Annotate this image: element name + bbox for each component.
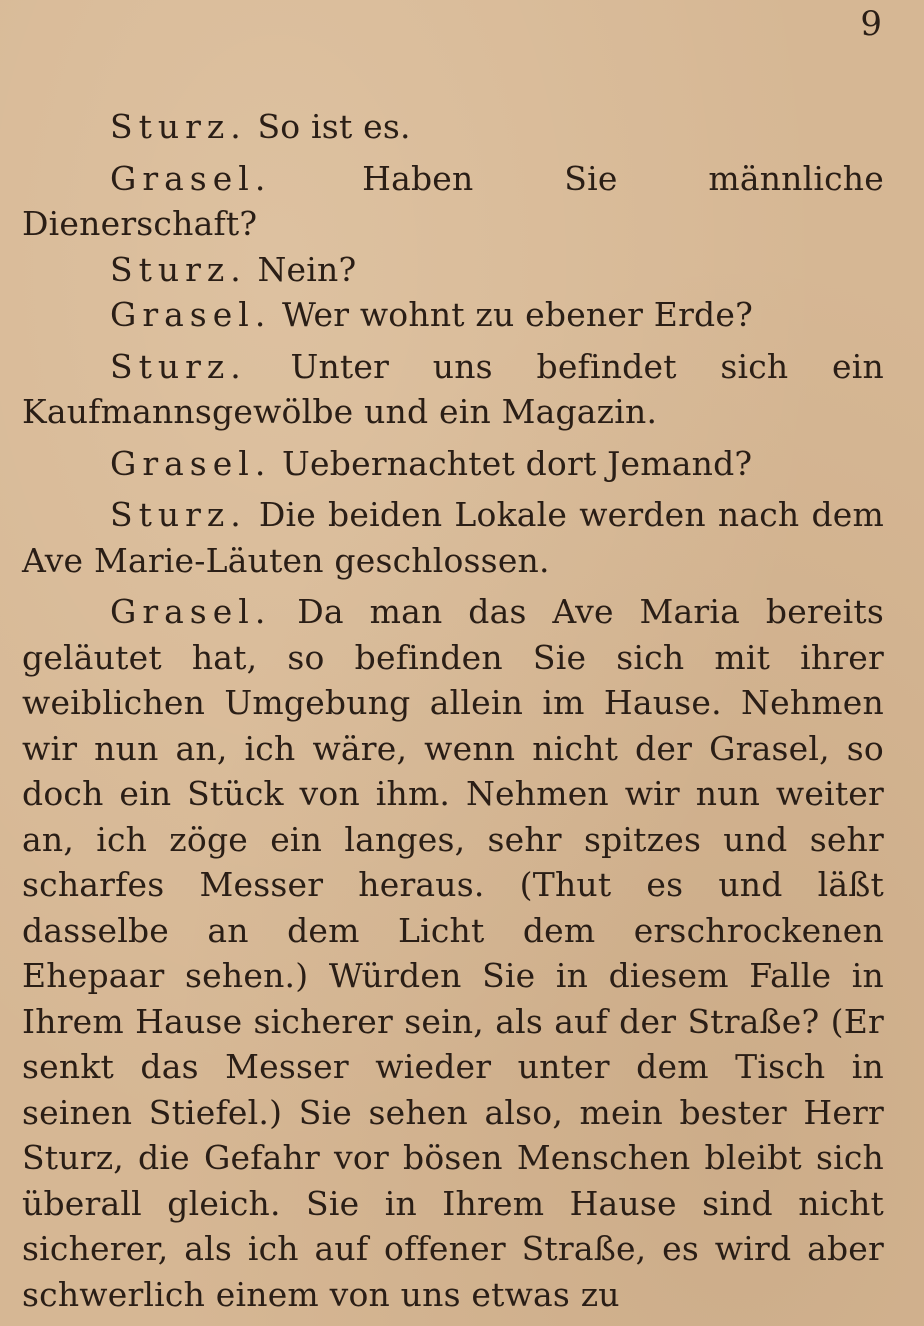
- dialogue-text: So ist es.: [257, 107, 411, 146]
- dialogue-text: Haben Sie männliche Dienerschaft?: [22, 158, 884, 243]
- speaker-name: Grasel.: [110, 158, 272, 198]
- dialogue-text: Wer wohnt zu ebener Erde?: [282, 295, 753, 334]
- speaker-name: Grasel.: [110, 443, 272, 483]
- dialogue-line: [22, 492, 884, 583]
- page-number: 9: [860, 4, 882, 44]
- dialogue-line: [22, 247, 884, 293]
- dialogue-text: Unter uns befindet sich ein Kaufmannsgewölbe und ein Magazin.: [22, 346, 884, 431]
- dialogue-line: [22, 292, 884, 338]
- page-text: [22, 104, 884, 1317]
- dialogue-text: Da man das Ave Maria bereits geläutet hat, so befinden Sie sich mit ihrer weiblichen Umgebung allein im Hause. Nehmen wir nun an, ich wäre, wenn nicht der Grasel, so doch ein Stück von ihm. Nehmen wir nun weiter an, ich zöge ein langes, sehr spitzes und sehr scharfes Messer heraus. (Thut es und läßt dasselbe an dem Licht dem erschrockenen Ehepaar sehen.) Würden Sie in diesem Falle in Ihrem Hause sicherer sein, als auf der Straße? (Er senkt das Messer wieder unter dem Tisch in seinen Stiefel.) Sie sehen also, mein bester Herr Sturz, die Gefahr vor bösen Menschen bleibt sich überall gleich. Sie in Ihrem Hause sind nicht sicherer, als ich auf offener Straße, es wird aber schwerlich einem von uns etwas zu: [22, 592, 884, 1314]
- dialogue-line: [22, 441, 884, 487]
- speaker-name: Grasel.: [110, 592, 272, 631]
- dialogue-line: [22, 589, 884, 1317]
- dialogue-line: [22, 104, 884, 150]
- speaker-name: Sturz.: [110, 495, 247, 534]
- dialogue-line: [22, 156, 884, 247]
- dialogue-text: Nein?: [257, 249, 357, 289]
- dialogue-line: [22, 344, 884, 435]
- speaker-name: Sturz.: [110, 249, 247, 289]
- dialogue-text: Die beiden Lokale werden nach dem Ave Marie-Läuten geschlossen.: [22, 495, 884, 580]
- dialogue-text: Uebernachtet dort Jemand?: [282, 443, 753, 483]
- speaker-name: Sturz.: [110, 107, 247, 146]
- speaker-name: Grasel.: [110, 295, 272, 334]
- speaker-name: Sturz.: [110, 346, 247, 386]
